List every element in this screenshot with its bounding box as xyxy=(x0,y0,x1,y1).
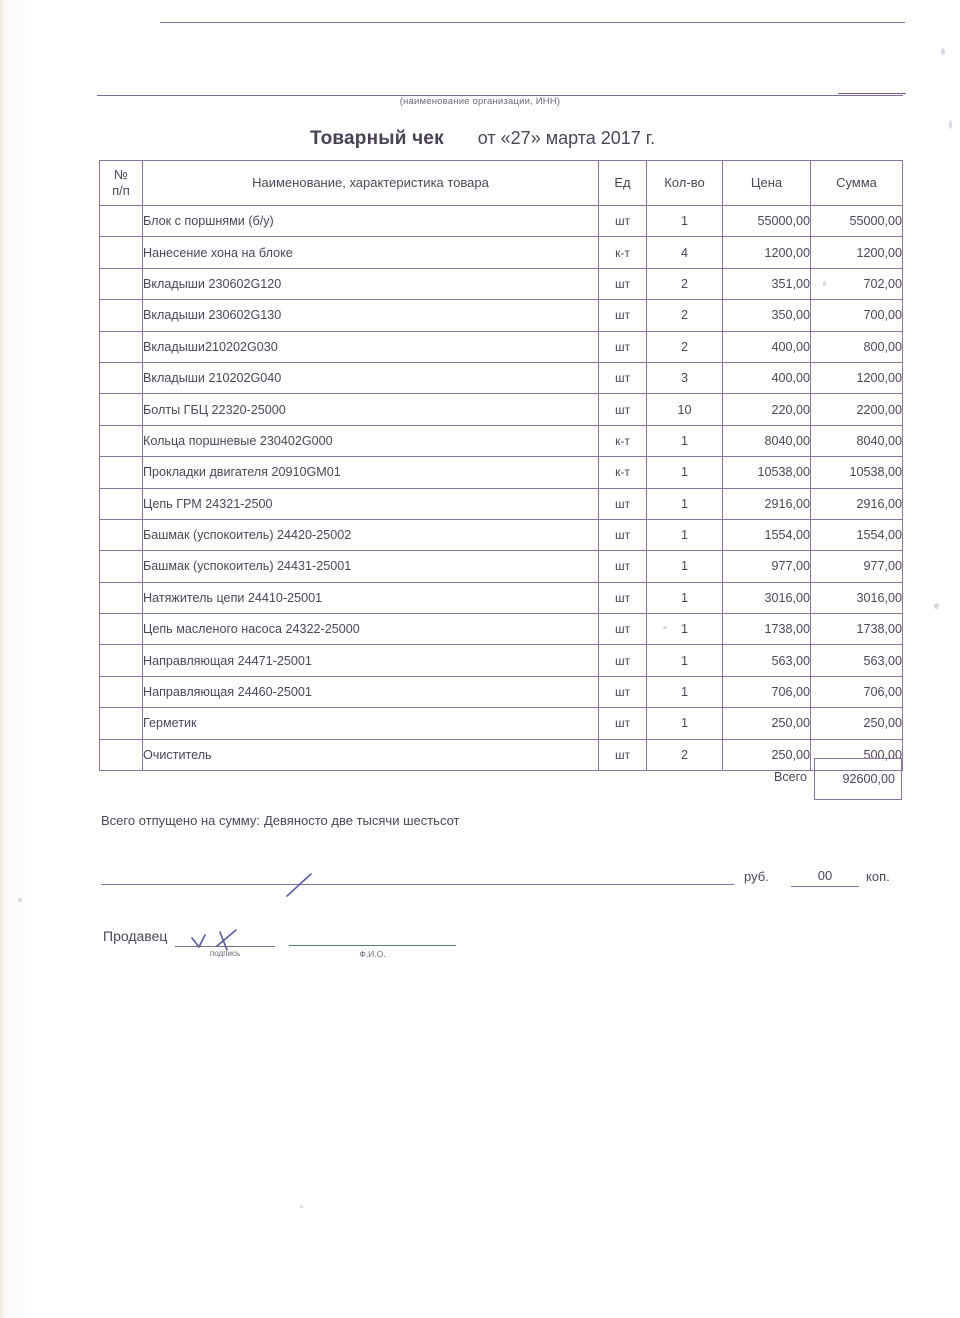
cell-number xyxy=(100,300,143,331)
cell-number xyxy=(100,268,143,299)
sum-in-words-label: Всего отпущено на сумму: xyxy=(101,813,260,828)
cell-sum: 977,00 xyxy=(811,551,903,582)
cell-name: Натяжитель цепи 24410-25001 xyxy=(143,582,599,613)
table-row xyxy=(100,206,903,237)
cell-price: 220,00 xyxy=(723,394,811,425)
cell-number xyxy=(100,551,143,582)
cell-sum: 500,00 xyxy=(811,739,903,770)
organization-caption: (наименование организации, ИНН) xyxy=(399,96,561,107)
cell-qty: 1 xyxy=(647,457,723,488)
cell-number xyxy=(100,331,143,362)
seller-label: Продавец xyxy=(103,928,168,944)
goods-table-body xyxy=(100,206,903,771)
table-row xyxy=(100,551,903,582)
cell-name: Направляющая 24471-25001 xyxy=(143,645,599,676)
table-row xyxy=(100,582,903,613)
cell-price: 350,00 xyxy=(723,300,811,331)
cell-sum: 1554,00 xyxy=(811,519,903,550)
cell-unit: шт xyxy=(599,645,647,676)
sum-in-words-rule xyxy=(160,22,905,23)
table-row xyxy=(100,394,903,425)
table-row xyxy=(100,676,903,707)
cell-sum: 8040,00 xyxy=(811,425,903,456)
column-header-qty: Кол-во xyxy=(647,161,723,206)
cell-qty: 1 xyxy=(647,425,723,456)
cell-unit: шт xyxy=(599,268,647,299)
cell-number xyxy=(100,519,143,550)
table-row xyxy=(100,519,903,550)
cell-price: 3016,00 xyxy=(723,582,811,613)
cell-unit: шт xyxy=(599,708,647,739)
cell-number xyxy=(100,582,143,613)
cell-number xyxy=(100,645,143,676)
cell-unit: шт xyxy=(599,488,647,519)
cell-sum: 3016,00 xyxy=(811,582,903,613)
cell-number xyxy=(100,206,143,237)
cell-price: 250,00 xyxy=(723,708,811,739)
rubles-label: руб. xyxy=(744,869,769,884)
scan-speck xyxy=(941,48,945,55)
cell-number xyxy=(100,237,143,268)
cell-qty: 1 xyxy=(647,676,723,707)
document-date: от «27» марта 2017 г. xyxy=(477,128,656,148)
total-row xyxy=(99,758,902,800)
cell-unit: шт xyxy=(599,676,647,707)
cell-name: Вкладыши 230602G120 xyxy=(143,268,599,299)
cell-sum: 2200,00 xyxy=(811,394,903,425)
cell-qty: 1 xyxy=(647,551,723,582)
cell-qty: 1 xyxy=(647,206,723,237)
cell-unit: к-т xyxy=(599,237,647,268)
cell-price: 10538,00 xyxy=(723,457,811,488)
cell-qty: 1 xyxy=(647,614,723,645)
cell-number xyxy=(100,457,143,488)
cell-sum: 1738,00 xyxy=(811,614,903,645)
cell-sum: 700,00 xyxy=(811,300,903,331)
cell-name: Блок с поршнями (б/у) xyxy=(143,206,599,237)
column-header-name: Наименование, характеристика товара xyxy=(143,161,599,206)
cell-name: Герметик xyxy=(143,708,599,739)
table-row xyxy=(100,614,903,645)
sum-in-words-value: Девяносто две тысячи шестьсот xyxy=(264,813,460,828)
goods-table xyxy=(99,160,903,771)
column-header-number xyxy=(100,161,143,206)
table-header-row xyxy=(100,161,903,206)
cell-price: 706,00 xyxy=(723,676,811,707)
cell-price: 250,00 xyxy=(723,739,811,770)
cell-name: Очиститель xyxy=(143,739,599,770)
cell-number xyxy=(100,708,143,739)
cell-name: Кольца поршневые 230402G000 xyxy=(143,425,599,456)
cell-name: Башмак (успокоитель) 24431-25001 xyxy=(143,551,599,582)
cell-name: Прокладки двигателя 20910GM01 xyxy=(143,457,599,488)
cell-number xyxy=(100,676,143,707)
fio-rule xyxy=(289,945,456,946)
table-row xyxy=(100,645,903,676)
cell-sum: 55000,00 xyxy=(811,206,903,237)
table-row xyxy=(100,457,903,488)
cell-name: Цепь масленого насоса 24322-25000 xyxy=(143,614,599,645)
cell-name: Нанесение хона на блоке xyxy=(143,237,599,268)
kopecks-value: 00 xyxy=(817,868,833,883)
cell-number xyxy=(100,425,143,456)
cell-qty: 1 xyxy=(647,708,723,739)
cell-qty: 2 xyxy=(647,268,723,299)
column-header-sum: Сумма xyxy=(811,161,903,206)
scan-speck xyxy=(18,898,22,902)
cell-qty: 2 xyxy=(647,331,723,362)
cell-unit: шт xyxy=(599,739,647,770)
cell-price: 2916,00 xyxy=(723,488,811,519)
cell-price: 400,00 xyxy=(723,331,811,362)
table-row xyxy=(100,300,903,331)
cell-price: 1554,00 xyxy=(723,519,811,550)
cell-unit: шт xyxy=(599,551,647,582)
cell-number xyxy=(100,394,143,425)
page-title: Товарный чек xyxy=(310,128,444,149)
column-header-number-line1: № xyxy=(114,167,128,183)
cell-unit: к-т xyxy=(599,425,647,456)
cell-name: Вкладыши 230602G130 xyxy=(143,300,599,331)
cell-qty: 1 xyxy=(647,645,723,676)
cell-qty: 2 xyxy=(647,739,723,770)
cell-price: 8040,00 xyxy=(723,425,811,456)
pen-stroke-mark xyxy=(285,872,313,898)
column-header-unit: Ед xyxy=(599,161,647,206)
scan-speck xyxy=(949,120,952,129)
signature-rule xyxy=(175,946,275,947)
cell-unit: шт xyxy=(599,614,647,645)
table-row xyxy=(100,425,903,456)
scan-speck xyxy=(663,626,667,629)
cell-price: 400,00 xyxy=(723,362,811,393)
cell-unit: к-т xyxy=(599,457,647,488)
cell-qty: 2 xyxy=(647,300,723,331)
cell-sum: 10538,00 xyxy=(811,457,903,488)
cell-price: 563,00 xyxy=(723,645,811,676)
organization-rule-segment xyxy=(838,93,906,94)
cell-qty: 10 xyxy=(647,394,723,425)
cell-number xyxy=(100,488,143,519)
cell-qty: 1 xyxy=(647,582,723,613)
cell-unit: шт xyxy=(599,582,647,613)
cell-unit: шт xyxy=(599,394,647,425)
total-label: Всего xyxy=(773,770,807,784)
cell-price: 55000,00 xyxy=(723,206,811,237)
cell-name: Вкладыши210202G030 xyxy=(143,331,599,362)
cell-number xyxy=(100,362,143,393)
cell-qty: 1 xyxy=(647,488,723,519)
cell-unit: шт xyxy=(599,519,647,550)
cell-unit: шт xyxy=(599,331,647,362)
cell-sum: 702,00 xyxy=(811,268,903,299)
cell-unit: шт xyxy=(599,362,647,393)
cell-unit: шт xyxy=(599,206,647,237)
title-row xyxy=(310,128,655,150)
column-header-price: Цена xyxy=(723,161,811,206)
continuation-rule xyxy=(101,884,734,885)
cell-price: 1200,00 xyxy=(723,237,811,268)
cell-qty: 4 xyxy=(647,237,723,268)
cell-name: Башмак (успокоитель) 24420-25002 xyxy=(143,519,599,550)
cell-price: 1738,00 xyxy=(723,614,811,645)
scan-speck xyxy=(823,281,826,286)
kopecks-label: коп. xyxy=(866,869,890,884)
cell-sum: 250,00 xyxy=(811,708,903,739)
table-row xyxy=(100,331,903,362)
table-row xyxy=(100,237,903,268)
cell-sum: 706,00 xyxy=(811,676,903,707)
table-row xyxy=(100,708,903,739)
cell-sum: 2916,00 xyxy=(811,488,903,519)
cell-unit: шт xyxy=(599,300,647,331)
cell-number xyxy=(100,614,143,645)
kopecks-rule xyxy=(791,886,859,887)
cell-sum: 1200,00 xyxy=(811,362,903,393)
cell-qty: 1 xyxy=(647,519,723,550)
cell-qty: 3 xyxy=(647,362,723,393)
cell-sum: 800,00 xyxy=(811,331,903,362)
cell-sum: 1200,00 xyxy=(811,237,903,268)
cell-sum: 563,00 xyxy=(811,645,903,676)
fio-caption: Ф.И.О. xyxy=(359,949,386,959)
scan-speck xyxy=(300,1205,303,1208)
cell-name: Направляющая 24460-25001 xyxy=(143,676,599,707)
cell-price: 351,00 xyxy=(723,268,811,299)
table-row xyxy=(100,362,903,393)
total-value: 92600,00 xyxy=(814,758,902,800)
cell-name: Вкладыши 210202G040 xyxy=(143,362,599,393)
sum-in-words-row xyxy=(101,813,906,837)
cell-price: 977,00 xyxy=(723,551,811,582)
column-header-number-line2: п/п xyxy=(112,183,130,198)
table-row xyxy=(100,268,903,299)
cell-name: Болты ГБЦ 22320-25000 xyxy=(143,394,599,425)
signature-caption: подпись xyxy=(209,949,241,958)
scan-speck xyxy=(934,603,939,609)
table-row xyxy=(100,488,903,519)
cell-name: Цепь ГРМ 24321-2500 xyxy=(143,488,599,519)
